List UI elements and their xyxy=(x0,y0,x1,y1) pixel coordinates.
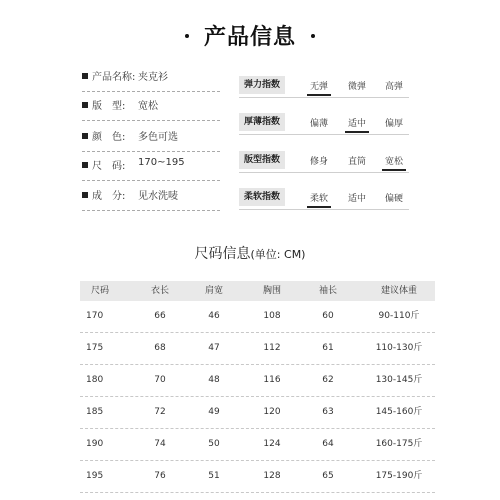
header-cell: 胸围 xyxy=(262,286,281,296)
divider xyxy=(239,134,409,135)
attr-option: 柔软 xyxy=(305,191,333,204)
table-cell: 110-130斤 xyxy=(375,343,423,353)
bullet-square-icon xyxy=(82,102,88,108)
size-section-title xyxy=(0,243,500,263)
table-cell: 120 xyxy=(263,407,281,417)
table-cell: 68 xyxy=(154,343,166,353)
table-cell: 175 xyxy=(86,343,104,353)
info-row-fit xyxy=(82,93,220,121)
table-cell: 72 xyxy=(154,407,166,417)
attr-option: 偏硬 xyxy=(384,194,403,204)
table-cell: 108 xyxy=(263,311,281,321)
divider xyxy=(239,172,409,173)
info-value: 多色可选 xyxy=(138,132,178,143)
table-cell: 76 xyxy=(154,471,166,481)
attr-tag: 版型指数 xyxy=(239,151,285,169)
table-cell: 128 xyxy=(263,471,281,481)
size-title-text: 尺码信息 xyxy=(194,246,251,262)
table-row xyxy=(80,333,435,365)
info-label: 产品名称: xyxy=(92,72,136,83)
header-cell: 建议体重 xyxy=(380,286,417,296)
bullet-square-icon xyxy=(82,133,88,139)
attr-row-fit xyxy=(239,151,409,175)
table-cell: 64 xyxy=(322,439,334,449)
table-cell: 49 xyxy=(208,407,220,417)
attr-option: 偏薄 xyxy=(309,119,328,129)
table-cell: 195 xyxy=(86,471,104,481)
table-cell: 112 xyxy=(263,343,281,353)
title-dot-right xyxy=(311,34,315,38)
table-cell: 62 xyxy=(322,375,334,385)
attr-tag: 厚薄指数 xyxy=(239,113,285,131)
table-cell: 63 xyxy=(322,407,334,417)
info-row-name xyxy=(82,64,220,92)
table-cell: 160-175斤 xyxy=(375,439,423,449)
info-row-size xyxy=(82,153,220,181)
table-row xyxy=(80,365,435,397)
header-cell: 衣长 xyxy=(150,286,169,296)
table-cell: 50 xyxy=(208,439,220,449)
attr-option: 微弹 xyxy=(347,82,366,92)
table-row xyxy=(80,301,435,333)
table-cell: 61 xyxy=(322,343,334,353)
info-label: 版 型: xyxy=(92,101,126,112)
table-cell: 190 xyxy=(86,439,104,449)
table-cell: 51 xyxy=(208,471,220,481)
divider xyxy=(239,209,409,210)
table-cell: 60 xyxy=(322,311,334,321)
table-cell: 47 xyxy=(208,343,220,353)
table-cell: 70 xyxy=(154,375,166,385)
info-label: 尺 码: xyxy=(92,161,126,172)
attr-tag: 弹力指数 xyxy=(239,76,285,94)
attr-option: 适中 xyxy=(347,194,366,204)
table-cell: 46 xyxy=(208,311,220,321)
info-label: 成 分: xyxy=(92,191,126,202)
attr-row-elasticity xyxy=(239,76,409,100)
table-cell: 170 xyxy=(86,311,104,321)
header-cell: 袖长 xyxy=(318,286,337,296)
table-cell: 185 xyxy=(86,407,104,417)
info-value: 见水洗唛 xyxy=(138,191,178,202)
title-row xyxy=(0,18,500,52)
table-row xyxy=(80,397,435,429)
table-cell: 124 xyxy=(263,439,281,449)
size-table xyxy=(80,281,435,493)
table-row xyxy=(80,461,435,493)
attr-tag: 柔软指数 xyxy=(239,188,285,206)
divider xyxy=(82,91,220,92)
info-value: 170~195 xyxy=(138,157,185,168)
header-cell: 尺码 xyxy=(90,286,109,296)
table-row xyxy=(80,429,435,461)
table-cell: 175-190斤 xyxy=(375,471,423,481)
attr-option: 宽松 xyxy=(380,154,408,167)
table-cell: 74 xyxy=(154,439,166,449)
bullet-square-icon xyxy=(82,73,88,79)
table-cell: 66 xyxy=(154,311,166,321)
header-cell: 肩宽 xyxy=(204,286,223,296)
table-cell: 65 xyxy=(322,471,334,481)
table-cell: 90-110斤 xyxy=(378,311,420,321)
info-value: 宽松 xyxy=(138,101,158,112)
attr-row-softness xyxy=(239,188,409,212)
table-header xyxy=(80,281,435,301)
bullet-square-icon xyxy=(82,192,88,198)
attr-option: 高弹 xyxy=(384,82,403,92)
divider xyxy=(82,210,220,211)
size-unit: (单位: CM) xyxy=(250,248,306,261)
table-cell: 116 xyxy=(263,375,281,385)
divider xyxy=(82,151,220,152)
attr-row-thickness xyxy=(239,113,409,137)
info-row-material xyxy=(82,183,220,211)
info-row-color xyxy=(82,124,220,152)
attr-option: 适中 xyxy=(343,116,371,129)
attr-option: 直筒 xyxy=(347,157,366,167)
table-cell: 180 xyxy=(86,375,104,385)
attr-option: 无弹 xyxy=(305,79,333,92)
page-title: 产品信息 xyxy=(203,25,296,50)
divider xyxy=(239,97,409,98)
divider xyxy=(82,120,220,121)
bullet-square-icon xyxy=(82,162,88,168)
table-cell: 130-145斤 xyxy=(375,375,423,385)
table-cell: 48 xyxy=(208,375,220,385)
info-value: 夹克衫 xyxy=(138,72,168,83)
table-cell: 145-160斤 xyxy=(375,407,423,417)
attr-option: 修身 xyxy=(309,157,328,167)
attr-option: 偏厚 xyxy=(384,119,403,129)
info-label: 颜 色: xyxy=(92,132,126,143)
divider xyxy=(82,180,220,181)
